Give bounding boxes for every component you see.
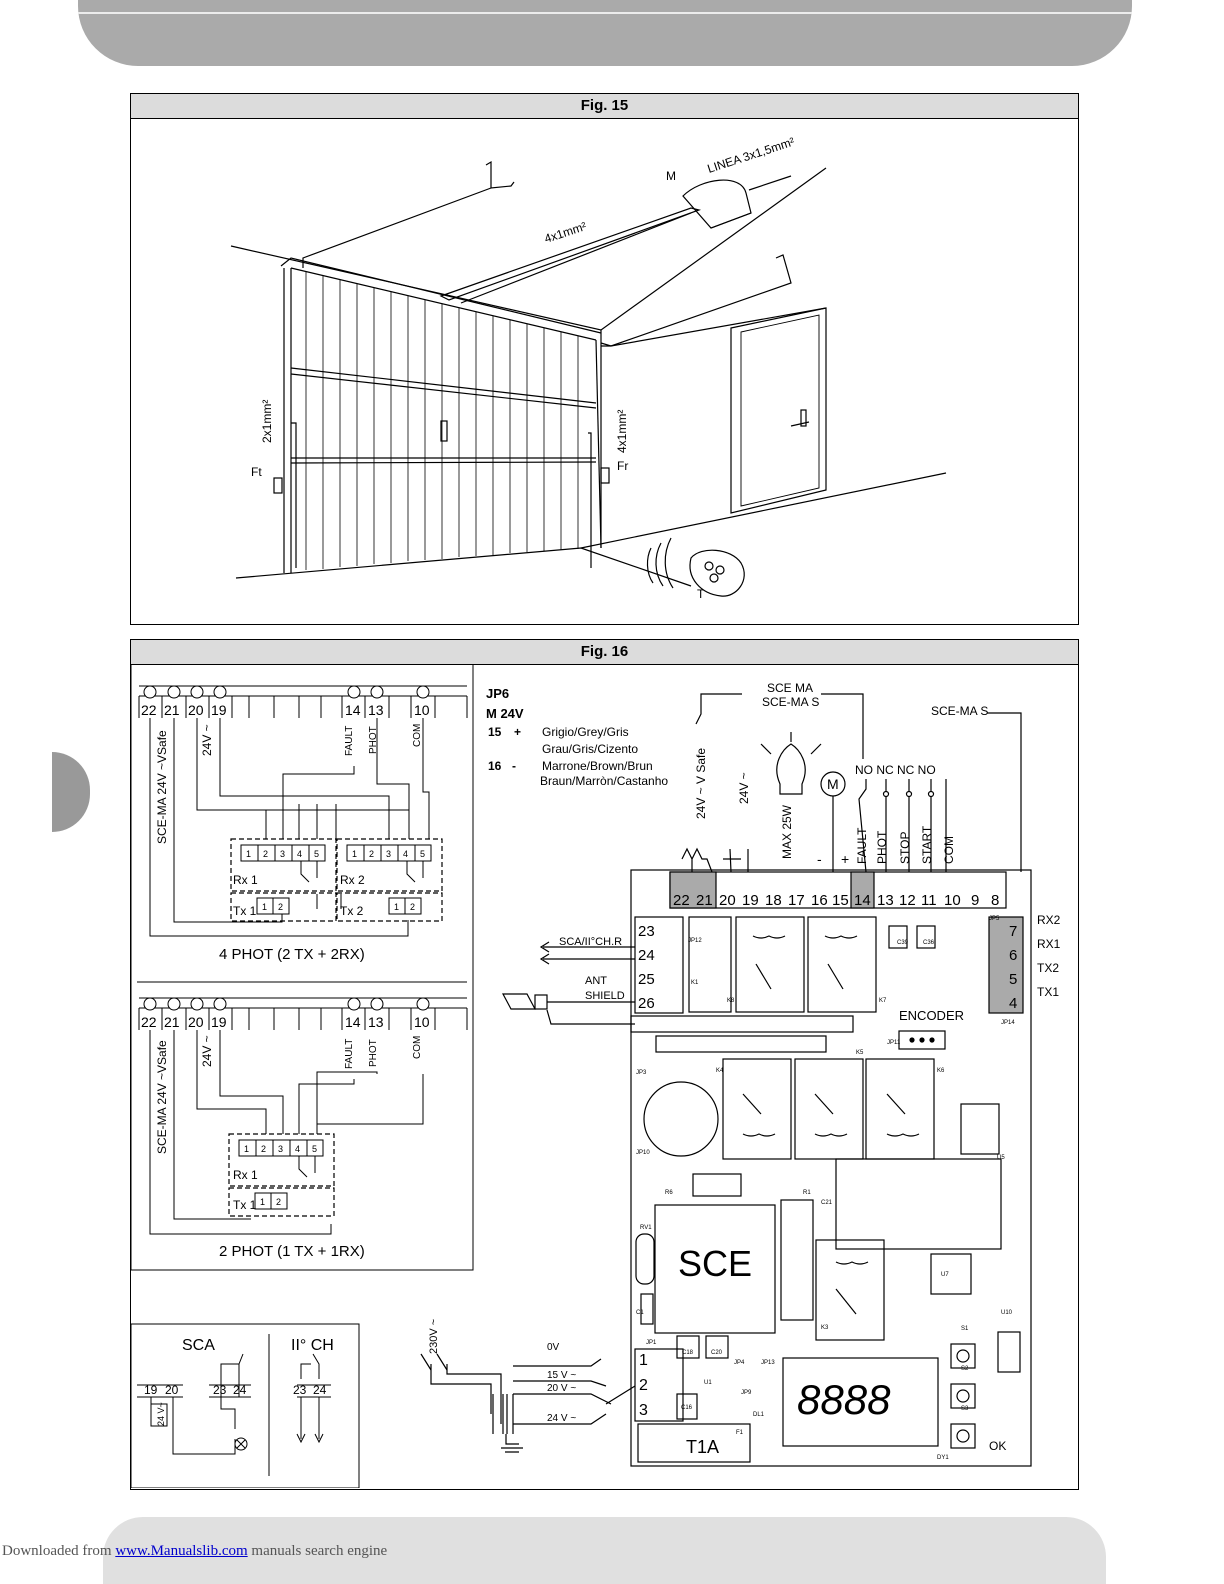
- svg-text:5: 5: [1009, 971, 1018, 988]
- sca-24v: 24 V~: [156, 1402, 166, 1426]
- footer-text: [2, 1543, 387, 1560]
- svg-text:F1: F1: [736, 1430, 744, 1436]
- svg-text:5: 5: [314, 849, 320, 859]
- svg-text:Grigio/Grey/Gris: Grigio/Grey/Gris: [542, 725, 629, 739]
- svg-text:22: 22: [673, 892, 690, 909]
- svg-text:JP11: JP11: [887, 1040, 901, 1046]
- svg-text:R1: R1: [803, 1190, 811, 1196]
- cable-2x1-label: 2x1mm²: [260, 399, 274, 443]
- svg-text:23: 23: [293, 1383, 307, 1397]
- ok-label: OK: [989, 1439, 1007, 1453]
- svg-text:19: 19: [211, 1014, 227, 1030]
- svg-text:16: 16: [811, 892, 828, 909]
- svg-text:TX1: TX1: [1037, 985, 1060, 999]
- svg-text:COM: COM: [942, 836, 956, 864]
- svg-text:4: 4: [295, 1144, 301, 1154]
- svg-text:FAULT: FAULT: [344, 725, 355, 756]
- footer-suffix: manuals search engine: [247, 1543, 388, 1559]
- phot2-tx1-label: Tx 1: [233, 1198, 257, 1212]
- jp6-legend: [486, 686, 668, 788]
- svg-text:1: 1: [244, 1144, 250, 1154]
- svg-text:19: 19: [742, 892, 759, 909]
- svg-text:Grau/Gris/Cizento: Grau/Gris/Cizento: [542, 742, 639, 756]
- svg-text:DY1: DY1: [937, 1455, 949, 1461]
- svg-text:C1: C1: [636, 1310, 644, 1316]
- svg-text:S3: S3: [961, 1406, 969, 1412]
- svg-text:JP4: JP4: [734, 1360, 745, 1366]
- svg-text:24V ~: 24V ~: [200, 724, 214, 756]
- svg-text:C39: C39: [897, 940, 909, 946]
- svg-text:COM: COM: [412, 1035, 423, 1059]
- wiring-diagram: [131, 664, 1077, 1488]
- svg-text:FAULT: FAULT: [344, 1038, 355, 1069]
- svg-text:5: 5: [420, 849, 426, 859]
- svg-text:4: 4: [403, 849, 409, 859]
- svg-text:FAULT: FAULT: [855, 827, 869, 864]
- svg-text:SCE-MA S: SCE-MA S: [931, 704, 989, 718]
- svg-text:14: 14: [345, 1014, 361, 1030]
- svg-text:16: 16: [488, 759, 502, 773]
- svg-text:14: 14: [854, 892, 871, 909]
- phot-panel-frame: [131, 664, 473, 1270]
- svg-text:S2: S2: [961, 1366, 969, 1372]
- svg-text:K3: K3: [821, 1325, 829, 1331]
- sca-title: SCA: [182, 1337, 215, 1354]
- phot2-rx1-label: Rx 1: [233, 1168, 258, 1182]
- footer-prefix: Downloaded from: [2, 1543, 116, 1559]
- svg-text:15 V ~: 15 V ~: [547, 1370, 577, 1381]
- garage-drawing: [131, 118, 1077, 623]
- svg-text:5: 5: [312, 1144, 318, 1154]
- svg-text:3: 3: [639, 1402, 648, 1419]
- svg-text:3: 3: [280, 849, 286, 859]
- svg-text:20: 20: [188, 1014, 204, 1030]
- svg-text:4: 4: [297, 849, 303, 859]
- svg-text:K8: K8: [727, 998, 735, 1004]
- svg-text:R6: R6: [665, 1190, 673, 1196]
- svg-text:JP10: JP10: [636, 1150, 650, 1156]
- svg-text:K5: K5: [856, 1050, 864, 1056]
- shield-label: SHIELD: [585, 990, 625, 1002]
- svg-text:RX2: RX2: [1037, 913, 1061, 927]
- svg-text:RX1: RX1: [1037, 937, 1061, 951]
- svg-text:Braun/Marròn/Castanho: Braun/Marròn/Castanho: [540, 774, 669, 788]
- svg-text:NO NC NC NO: NO NC NC NO: [855, 763, 936, 777]
- display-8888: 8888: [797, 1376, 891, 1423]
- svg-text:22: 22: [141, 702, 157, 718]
- cable-4x1-right-label: 4x1mm²: [615, 409, 629, 453]
- svg-text:25: 25: [638, 971, 655, 988]
- svg-text:21: 21: [164, 1014, 180, 1030]
- svg-text:6: 6: [1009, 947, 1018, 964]
- svg-text:S1: S1: [961, 1326, 969, 1332]
- fr-label: Fr: [617, 459, 629, 473]
- svg-text:PHOT: PHOT: [368, 1039, 379, 1067]
- svg-text:15: 15: [488, 725, 502, 739]
- svg-text:17: 17: [788, 892, 805, 909]
- svg-text:PHOT: PHOT: [368, 726, 379, 754]
- svg-text:7: 7: [1009, 923, 1018, 940]
- svg-text:TX2: TX2: [1037, 961, 1060, 975]
- svg-text:PHOT: PHOT: [875, 830, 889, 864]
- rx2-label: Rx 2: [340, 873, 365, 887]
- svg-text:26: 26: [638, 995, 655, 1012]
- svg-text:1: 1: [394, 902, 400, 912]
- svg-text:21: 21: [696, 892, 713, 909]
- svg-text:SCE MA: SCE MA: [767, 681, 814, 695]
- svg-text:JP9: JP9: [741, 1390, 752, 1396]
- tx1-label: Tx 1: [233, 904, 257, 918]
- phot4-terminal-numbers: [141, 702, 430, 718]
- svg-text:C18: C18: [682, 1350, 694, 1356]
- svg-text:-: -: [512, 759, 516, 773]
- svg-text:14: 14: [345, 702, 361, 718]
- svg-text:+: +: [514, 725, 522, 739]
- sce-brand: SCE: [678, 1243, 753, 1284]
- svg-text:3: 3: [386, 849, 392, 859]
- svg-text:C21: C21: [821, 1200, 833, 1206]
- svg-text:K4: K4: [716, 1068, 724, 1074]
- motor-label: M: [666, 169, 676, 183]
- svg-text:1: 1: [260, 1197, 266, 1207]
- svg-text:12: 12: [899, 892, 916, 909]
- phot4-caption: 4 PHOT (2 TX + 2RX): [219, 946, 365, 963]
- svg-text:24: 24: [638, 947, 655, 964]
- v230-label: 230V ~: [428, 1318, 440, 1354]
- svg-text:C20: C20: [711, 1350, 723, 1356]
- trafo-labels: [547, 1342, 576, 1424]
- svg-text:C36: C36: [923, 940, 935, 946]
- svg-text:JP6: JP6: [486, 686, 510, 701]
- phot2-caption: 2 PHOT (1 TX + 1RX): [219, 1243, 365, 1260]
- svg-text:22: 22: [141, 1014, 157, 1030]
- svg-text:JP3: JP3: [636, 1070, 647, 1076]
- tx2-label: Tx 2: [340, 904, 364, 918]
- svg-text:JP13: JP13: [761, 1360, 775, 1366]
- svg-text:2: 2: [639, 1377, 648, 1394]
- svg-text:RV1: RV1: [640, 1225, 652, 1231]
- svg-text:2: 2: [410, 902, 416, 912]
- svg-text:1: 1: [262, 902, 268, 912]
- svg-text:1: 1: [639, 1352, 648, 1369]
- header-band: [78, 0, 1132, 66]
- svg-text:U7: U7: [941, 1272, 949, 1278]
- svg-text:2: 2: [263, 849, 269, 859]
- svg-text:19: 19: [144, 1383, 158, 1397]
- svg-text:SCE-MA 24V ~VSafe: SCE-MA 24V ~VSafe: [155, 730, 169, 844]
- svg-text:K7: K7: [879, 998, 887, 1004]
- figure-16-title: Fig. 16: [131, 640, 1078, 665]
- svg-text:8: 8: [991, 892, 1000, 909]
- svg-text:23: 23: [213, 1383, 227, 1397]
- svg-text:24V ~ V Safe: 24V ~ V Safe: [694, 747, 708, 819]
- svg-text:19: 19: [211, 702, 227, 718]
- svg-text:20: 20: [719, 892, 736, 909]
- svg-text:3: 3: [278, 1144, 284, 1154]
- svg-text:2: 2: [369, 849, 375, 859]
- side-tab: [52, 752, 90, 832]
- svg-text:K6: K6: [937, 1068, 945, 1074]
- svg-text:20 V ~: 20 V ~: [547, 1383, 577, 1394]
- svg-text:1: 1: [246, 849, 252, 859]
- svg-text:24V ~: 24V ~: [737, 772, 751, 804]
- encoder-label: ENCODER: [899, 1008, 965, 1023]
- svg-text:10: 10: [414, 1014, 430, 1030]
- svg-text:21: 21: [164, 702, 180, 718]
- bottom-terminal-numbers: [639, 1352, 648, 1419]
- svg-text:U5: U5: [997, 1155, 1005, 1161]
- figure-15: [130, 93, 1079, 625]
- phot2-wiring: [139, 998, 467, 1234]
- svg-text:15: 15: [832, 892, 849, 909]
- svg-text:24 V ~: 24 V ~: [547, 1413, 577, 1424]
- svg-text:STOP: STOP: [898, 831, 912, 864]
- sca-wiring: [137, 1334, 331, 1476]
- svg-text:COM: COM: [412, 723, 423, 747]
- ft-label: Ft: [251, 465, 262, 479]
- svg-text:9: 9: [971, 892, 980, 909]
- svg-text:MAX 25W: MAX 25W: [780, 804, 794, 859]
- svg-text:10: 10: [944, 892, 961, 909]
- svg-text:C16: C16: [681, 1405, 693, 1411]
- svg-text:20: 20: [188, 702, 204, 718]
- svg-text:JP1: JP1: [646, 1340, 657, 1346]
- svg-text:11: 11: [921, 892, 937, 909]
- svg-text:24: 24: [313, 1383, 327, 1397]
- svg-text:13: 13: [368, 702, 384, 718]
- linea-label: LINEA 3x1,5mm²: [705, 134, 797, 176]
- top-terminal-numbers: [673, 892, 999, 909]
- svg-text:13: 13: [877, 892, 894, 909]
- svg-text:JP12: JP12: [688, 938, 702, 944]
- phot2-terminal-numbers: [141, 1014, 430, 1030]
- ch-title: II° CH: [291, 1337, 334, 1354]
- svg-text:2: 2: [276, 1197, 282, 1207]
- svg-text:Marrone/Brown/Brun: Marrone/Brown/Brun: [542, 759, 653, 773]
- fuse-label: T1A: [686, 1437, 720, 1457]
- svg-text:0V: 0V: [547, 1342, 560, 1353]
- svg-text:-: -: [817, 851, 822, 867]
- svg-text:JP5: JP5: [989, 916, 1000, 922]
- svg-text:24V ~: 24V ~: [200, 1035, 214, 1067]
- phot4-wiring: [139, 686, 467, 936]
- svg-text:1: 1: [352, 849, 358, 859]
- svg-text:10: 10: [414, 702, 430, 718]
- header-line: [78, 12, 1132, 14]
- transmitter-label: T: [697, 587, 705, 601]
- svg-text:U10: U10: [1001, 1310, 1013, 1316]
- svg-text:SCE-MA 24V ~VSafe: SCE-MA 24V ~VSafe: [155, 1040, 169, 1154]
- manualslib-link[interactable]: www.Manualslib.com: [115, 1543, 248, 1559]
- svg-text:DL1: DL1: [753, 1412, 765, 1418]
- svg-text:M 24V: M 24V: [486, 706, 524, 721]
- figure-16: [130, 639, 1079, 1490]
- svg-text:2: 2: [278, 902, 284, 912]
- svg-text:20: 20: [165, 1383, 179, 1397]
- right-io-labels: [1037, 913, 1061, 999]
- svg-text:24: 24: [233, 1383, 247, 1397]
- phot2-vertical-labels: [155, 1035, 423, 1154]
- svg-text:4: 4: [1009, 995, 1018, 1012]
- svg-text:U1: U1: [704, 1380, 712, 1386]
- svg-text:M: M: [827, 776, 839, 792]
- svg-text:START: START: [920, 825, 934, 864]
- ant-label: ANT: [585, 975, 607, 987]
- cable-4x1-top-label: 4x1mm²: [542, 219, 589, 246]
- svg-text:13: 13: [368, 1014, 384, 1030]
- sca-ch-label: SCA/II°CH.R: [559, 936, 623, 948]
- figure-15-title: Fig. 15: [131, 94, 1078, 119]
- control-board: [421, 694, 1031, 1466]
- svg-text:18: 18: [765, 892, 782, 909]
- svg-text:JP14: JP14: [1001, 1020, 1015, 1026]
- svg-text:SCE-MA S: SCE-MA S: [762, 695, 820, 709]
- svg-text:K1: K1: [691, 980, 699, 986]
- svg-text:+: +: [841, 851, 850, 867]
- svg-text:2: 2: [261, 1144, 267, 1154]
- svg-text:23: 23: [638, 923, 655, 940]
- rx1-label: Rx 1: [233, 873, 258, 887]
